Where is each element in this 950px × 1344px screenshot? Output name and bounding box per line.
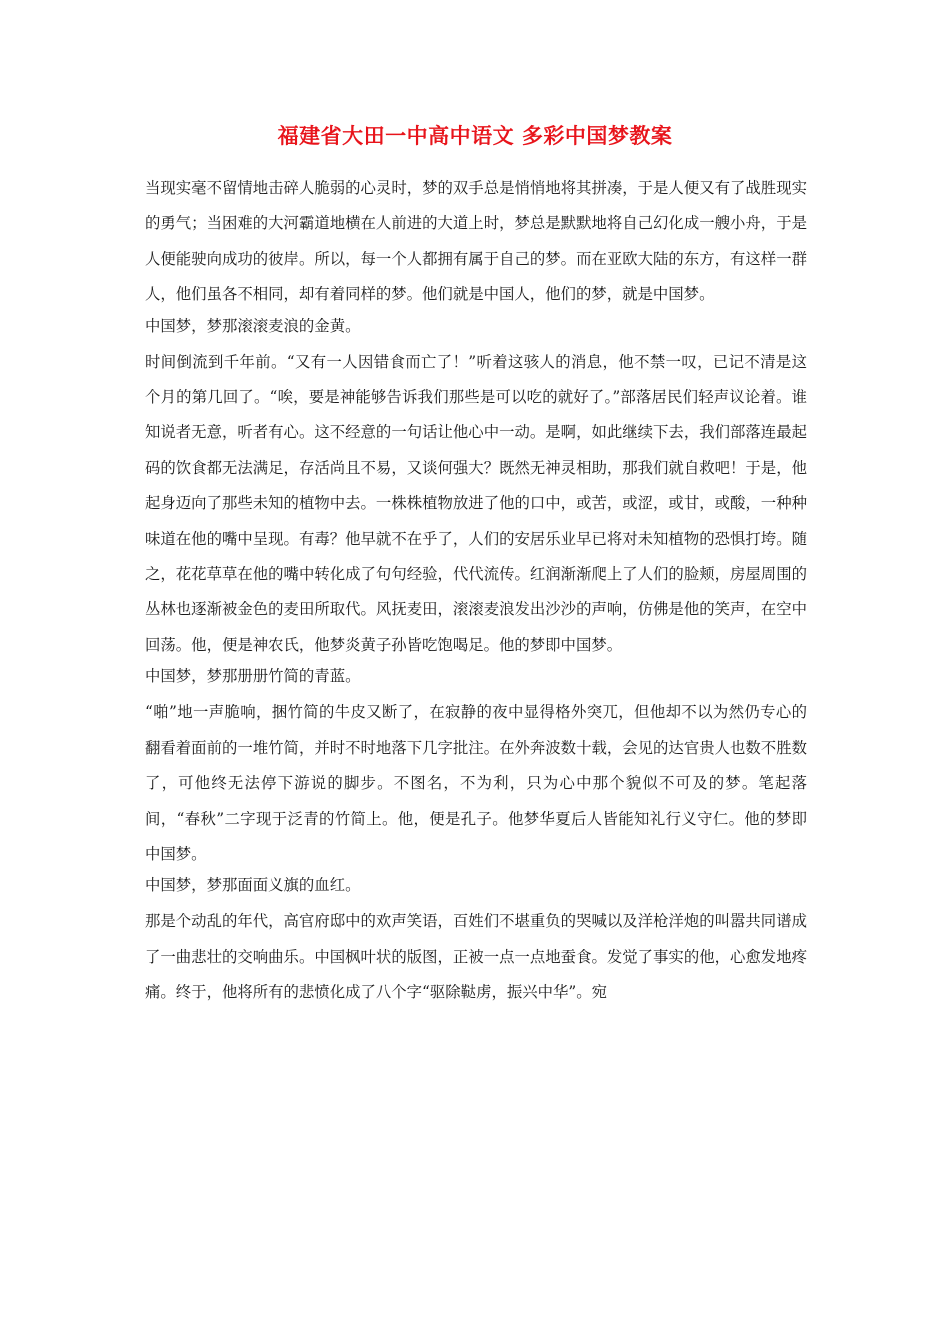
paragraph-revolution: 那是个动乱的年代，高官府邸中的欢声笑语，百姓们不堪重负的哭喊以及洋枪洋炮的叫嚣共同谱成了一曲悲壮的交响曲乐。中国枫叶状的版图，正被一点一点地蚕食。发觉了事实的他，心愈发地疼痛。终于，他将所有的悲愤化成了八个字“驱除鞑虏，振兴中华”。宛 [145, 912, 807, 1002]
section-heading-red-flags: 中国梦，梦那面面义旗的血红。 [145, 876, 361, 895]
section-heading-golden-wheat: 中国梦，梦那滚滚麦浪的金黄。 [145, 316, 361, 335]
paragraph-intro: 当现实毫不留情地击碎人脆弱的心灵时，梦的双手总是悄悄地将其拼凑，于是人便又有了战胜现实的勇气；当困难的大河霸道地横在人前进的大道上时，梦总是默默地将自己幻化成一艘小舟，于是人便能驶向成功的彼岸。所以，每一个人都拥有属于自己的梦。而在亚欧大陆的东方，有这样一群人，他们虽各不相同，却有着同样的梦。他们就是中国人，他们的梦，就是中国梦。 [145, 179, 807, 304]
paragraph-shennong: 时间倒流到千年前。“又有一人因错食而亡了！”听着这骇人的消息，他不禁一叹，已记不清是这个月的第几回了。“唉，要是神能够告诉我们那些是可以吃的就好了。”部落居民们轻声议论着。谁知说者无意，听者有心。这不经意的一句话让他心中一动。是啊，如此继续下去，我们部落连最起码的饮食都无法满足，存活尚且不易，又谈何强大？既然无神灵相助，那我们就自救吧！于是，他起身迈向了那些未知的植物中去。一株株植物放进了他的口中，或苦，或涩，或甘，或酸，一种种味道在他的嘴中呈现。有毒？他早就不在乎了，人们的安居乐业早已将对未知植物的恐惧打垮。随之，花花草草在他的嘴中转化成了句句经验，代代流传。红润渐渐爬上了人们的脸颊，房屋周围的丛林也逐渐被金色的麦田所取代。风抚麦田，滚滚麦浪发出沙沙的声响，仿佛是他的笑声，在空中回荡。他，便是神农氏，他梦炎黄子孙皆吃饱喝足。他的梦即中国梦。 [145, 352, 807, 654]
document-body [145, 171, 807, 1011]
paragraph-confucius: “啪”地一声脆响，捆竹简的牛皮又断了，在寂静的夜中显得格外突兀，但他却不以为然仍专心的翻看着面前的一堆竹简，并时不时地落下几字批注。在外奔波数十载，会见的达官贵人也数不胜数了，可他终无法停下游说的脚步。不图名，不为利，只为心中那个貌似不可及的梦。笔起落间，“春秋”二字现于泛青的竹简上。他，便是孔子。他梦华夏后人皆能知礼行义守仁。他的梦即中国梦。 [145, 703, 807, 863]
section-heading-bamboo-slips: 中国梦，梦那册册竹简的青蓝。 [145, 667, 361, 686]
document-title: 福建省大田一中高中语文 多彩中国梦教案 [277, 123, 673, 148]
